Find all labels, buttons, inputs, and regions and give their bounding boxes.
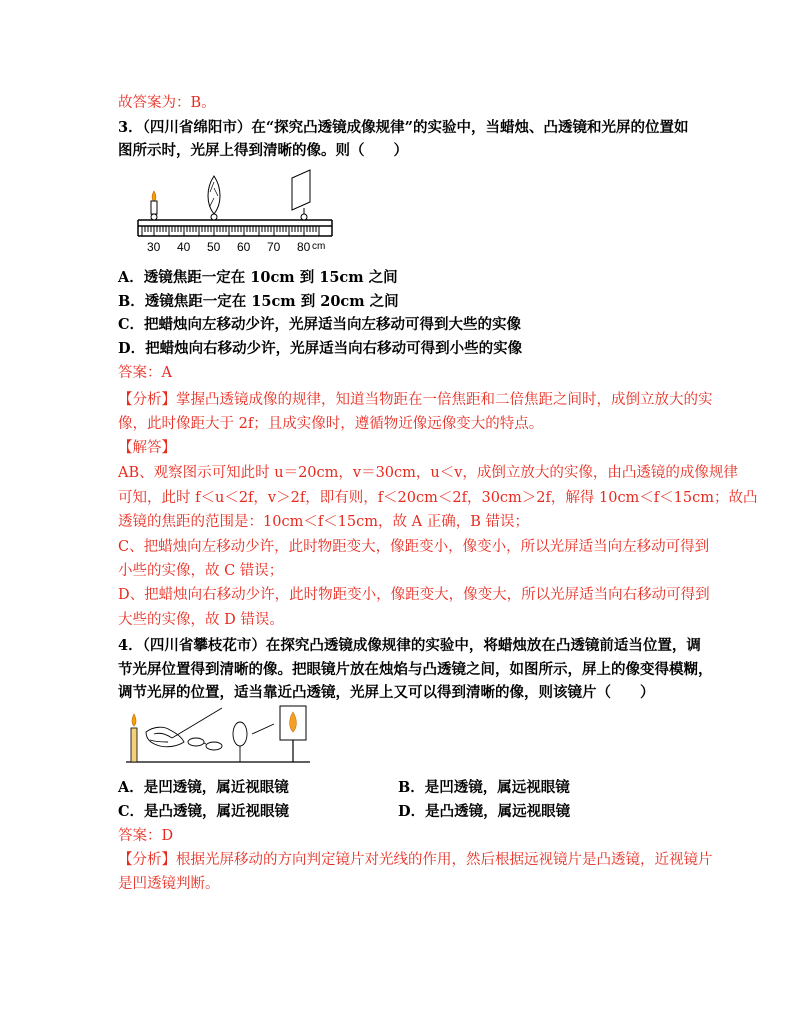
ruler-label-50: 50 bbox=[207, 240, 221, 254]
q4-option-d: D．是凸透镜，属远视眼镜 bbox=[398, 803, 571, 820]
q4-option-b: B．是凹透镜，属远视眼镜 bbox=[398, 779, 570, 796]
hand-with-eyeglasses-icon bbox=[146, 708, 222, 750]
q3-stem-line-2: 图所示时，光屏上得到清晰的像。则（ ） bbox=[118, 142, 408, 159]
ruler-label-40: 40 bbox=[177, 240, 191, 254]
ruler-unit: cm bbox=[312, 241, 326, 252]
candle-icon bbox=[131, 714, 137, 762]
q4-answer: 答案：D bbox=[118, 828, 174, 844]
q4-stem-line-1: 4．（四川省攀枝花市）在探究凸透镜成像规律的实验中，将蜡烛放在凸透镜前适当位置，调 bbox=[118, 637, 701, 654]
q4-analysis-line-2: 是凹透镜判断。 bbox=[118, 876, 220, 892]
q3-analysis-line-1: 【分析】掌握凸透镜成像的规律，知道当物距在一倍焦距和二倍焦距之间时，成倒立放大的实 bbox=[118, 392, 713, 408]
q4-stem-line-3: 调节光屏的位置，适当靠近凸透镜，光屏上又可以得到清晰的像，则该镜片（ ） bbox=[118, 684, 655, 701]
q3-solution-line-3: 透镜的焦距的范围是：10cm＜f＜15cm，故 A 正确，B 错误； bbox=[118, 514, 529, 530]
q4-analysis-line-1: 【分析】根据光屏移动的方向判定镜片对光线的作用，然后根据远视镜片是凸透镜，近视镜片 bbox=[118, 852, 713, 868]
q4-option-c: C．是凸透镜，属近视眼镜 bbox=[118, 803, 290, 820]
q3-optical-bench-figure bbox=[132, 168, 342, 258]
top-answer: 故答案为：B。 bbox=[118, 95, 216, 111]
q3-solution-line-5: 小些的实像，故 C 错误； bbox=[118, 563, 284, 579]
q3-solution-line-6: D、把蜡烛向右移动少许，此时物距变小，像距变大，像变大，所以光屏适当向右移动可得到 bbox=[118, 587, 710, 603]
ruler-label-70: 70 bbox=[267, 240, 281, 254]
q3-solution-heading: 【解答】 bbox=[118, 440, 176, 456]
q3-solution-line-1: AB、观察图示可知此时 u＝20cm，v＝30cm，u＜v，成倒立放大的实像，由凸透镜的成像规律 bbox=[118, 465, 738, 481]
ruler-label-60: 60 bbox=[237, 240, 251, 254]
candle-icon bbox=[151, 191, 157, 220]
screen-icon bbox=[292, 170, 310, 220]
q3-analysis-line-2: 像，此时像距大于 2f；且成实像时，遵循物近像远像变大的特点。 bbox=[118, 416, 544, 432]
ruler-label-30: 30 bbox=[147, 240, 161, 254]
q3-stem-line-1: 3．（四川省绵阳市）在“探究凸透镜成像规律”的实验中，当蜡烛、凸透镜和光屏的位置如 bbox=[118, 119, 689, 136]
q3-solution-line-4: C、把蜡烛向左移动少许，此时物距变大，像距变小，像变小，所以光屏适当向左移动可得到 bbox=[118, 539, 710, 555]
screen-icon bbox=[280, 706, 306, 762]
q3-option-a: A．透镜焦距一定在 10cm 到 15cm 之间 bbox=[118, 269, 398, 286]
convex-lens-icon bbox=[233, 722, 274, 762]
q3-answer: 答案：A bbox=[118, 365, 172, 381]
convex-lens-icon bbox=[208, 176, 220, 220]
q3-option-b: B．透镜焦距一定在 15cm 到 20cm 之间 bbox=[118, 293, 399, 310]
q4-stem-line-2: 节光屏位置得到清晰的像。把眼镜片放在烛焰与凸透镜之间，如图所示，屏上的像变得模糊， bbox=[118, 661, 713, 678]
q3-option-c: C．把蜡烛向左移动少许，光屏适当向左移动可得到大些的实像 bbox=[118, 316, 522, 333]
q3-solution-line-2: 可知，此时 f＜u＜2f，v＞2f，即有则，f＜20cm＜2f，30cm＞2f，解得 10cm＜f＜15cm；故凸 bbox=[118, 490, 758, 506]
q3-solution-line-7: 大些的实像，故 D 错误。 bbox=[118, 612, 284, 628]
q3-option-d: D．把蜡烛向右移动少许，光屏适当向右移动可得到小些的实像 bbox=[118, 340, 523, 357]
q4-option-a: A．是凹透镜，属近视眼镜 bbox=[118, 779, 289, 796]
q4-eyeglass-experiment-figure bbox=[124, 704, 314, 766]
ruler-label-80: 80 bbox=[297, 240, 311, 254]
